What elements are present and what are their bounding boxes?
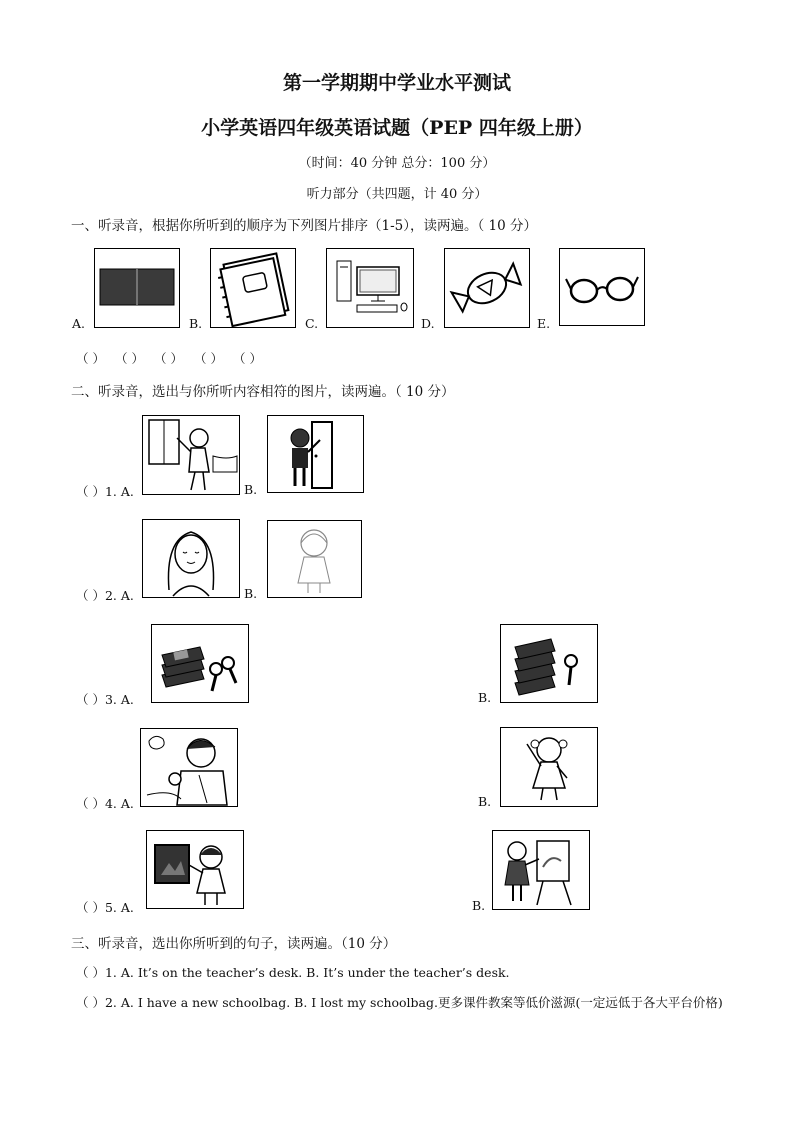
q3-prefix: （ ）3. A. [76, 692, 134, 707]
short-hair-girl-icon [267, 520, 362, 598]
q2-b-label: B. [244, 586, 258, 601]
q4-prefix: （ ）4. A. [76, 796, 134, 811]
listening-part-heading: 听力部分（共四题，计 40 分） [306, 187, 488, 202]
girl-painting-icon [492, 830, 590, 910]
girl-with-picture-icon [146, 830, 244, 909]
s3-question-2: （ ）2. A. I have a new schoolbag. B. I lost my schoolbag.更多课件教案等低价滋源(一定远低于各大平台价格) [76, 995, 723, 1010]
books-and-keys-icon [151, 624, 249, 703]
s3-question-1: （ ）1. A. It’s on the teacher’s desk. B. It’s under the teacher’s desk. [76, 965, 510, 980]
computer-icon [326, 248, 414, 328]
page-title: 第一学期期中学业水平测试 [282, 72, 511, 94]
q1-b-label: B. [244, 482, 258, 497]
answer-blank-3[interactable]: （ ） [154, 351, 183, 366]
notebook-icon [210, 248, 296, 328]
page-subtitle: 小学英语四年级英语试题（PEP 四年级上册） [201, 117, 593, 139]
long-hair-girl-icon [142, 519, 240, 598]
option-e-label: E. [537, 316, 551, 331]
answer-blank-5[interactable]: （ ） [233, 351, 262, 366]
option-b-label: B. [189, 316, 203, 331]
q2-prefix: （ ）2. A. [76, 588, 134, 603]
girl-opening-window-icon [142, 415, 240, 495]
q3-b-label: B. [478, 690, 492, 705]
section1-heading: 一、听录音，根据你所听到的顺序为下列图片排序（1-5），读两遍。（ 10 分） [71, 218, 537, 234]
boy-at-door-icon [267, 415, 364, 493]
blackboard-icon [94, 248, 180, 328]
answer-blank-2[interactable]: （ ） [115, 351, 144, 366]
q4-b-label: B. [478, 794, 492, 809]
waving-girl-icon [500, 727, 598, 807]
answer-blank-1[interactable]: （ ） [76, 351, 105, 366]
q5-b-label: B. [472, 898, 486, 913]
option-a-label: A. [72, 316, 86, 331]
answer-blank-4[interactable]: （ ） [194, 351, 223, 366]
option-c-label: C. [305, 316, 319, 331]
q1-prefix: （ ）1. A. [76, 484, 134, 499]
angry-boy-icon [140, 728, 238, 807]
books-and-keys-icon [500, 624, 598, 703]
option-d-label: D. [421, 316, 435, 331]
candy-icon [444, 248, 530, 328]
time-info: （时间：40 分钟 总分：100 分） [298, 156, 496, 171]
q5-prefix: （ ）5. A. [76, 900, 134, 915]
section2-heading: 二、听录音，选出与你所听内容相符的图片，读两遍。（ 10 分） [71, 384, 455, 400]
section3-heading: 三、听录音，选出你所听到的句子，读两遍。（10 分） [71, 936, 397, 952]
glasses-icon [559, 248, 645, 326]
